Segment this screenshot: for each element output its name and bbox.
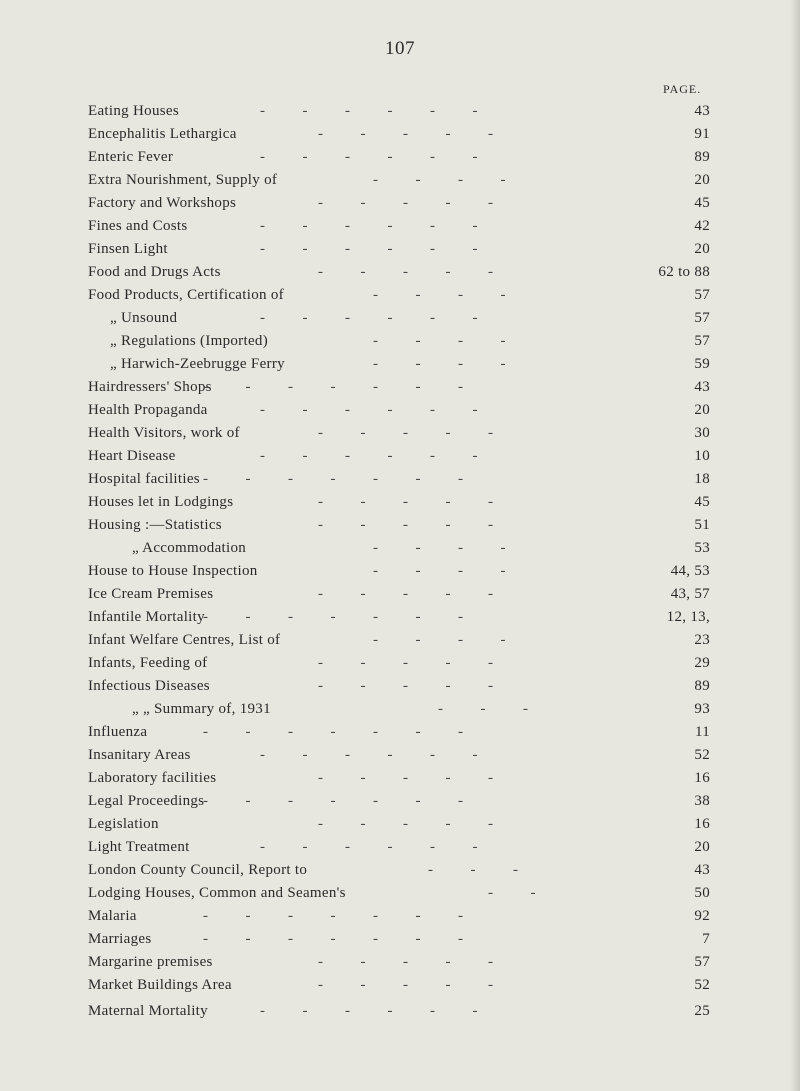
dot-leader: - - -	[438, 701, 528, 717]
index-entry-page: 16	[694, 770, 710, 786]
index-entry-page: 89	[694, 149, 710, 165]
index-entry	[88, 790, 728, 813]
index-entry-page: 89	[694, 678, 710, 694]
dot-leader: - - - - -	[318, 425, 493, 441]
index-entry-label: Finsen Light	[88, 241, 168, 257]
dot-leader: - - - - - -	[260, 310, 478, 326]
index-entry-label: Encephalitis Lethargica	[88, 126, 237, 142]
index-entry-label: Market Buildings Area	[88, 977, 232, 993]
index-entry-page: 59	[694, 356, 710, 372]
dot-leader: - - - - - - -	[203, 471, 463, 487]
dot-leader: - - - - - -	[260, 1003, 478, 1019]
index-entry-label: Lodging Houses, Common and Seamen's	[88, 885, 346, 901]
index-entry-label: Laboratory facilities	[88, 770, 217, 786]
index-entry	[88, 859, 728, 882]
index-entry	[88, 675, 728, 698]
index-entry-label: Food and Drugs Acts	[88, 264, 221, 280]
dot-leader: - - - -	[373, 632, 506, 648]
page-number: 107	[385, 38, 415, 59]
index-entry	[88, 905, 728, 928]
index-entry	[88, 307, 728, 330]
index-entry-label: Food Products, Certification of	[88, 287, 284, 303]
dot-leader: - - - - - -	[260, 241, 478, 257]
dot-leader: - - - - - - -	[203, 379, 463, 395]
dot-leader: - - - - - - -	[203, 931, 463, 947]
dot-leader: - - - - - -	[260, 103, 478, 119]
dot-leader: - - - - -	[318, 977, 493, 993]
index-entry-label: Legislation	[88, 816, 159, 832]
index-entry-label: Housing :—Statistics	[88, 517, 222, 533]
index-entry	[88, 698, 728, 721]
index-entry	[88, 629, 728, 652]
index-entry-label: Malaria	[88, 908, 137, 924]
index-entry	[88, 399, 728, 422]
index-entry	[88, 537, 728, 560]
index-entry-page: 45	[694, 195, 710, 211]
index-entry	[88, 583, 728, 606]
index-entry	[88, 928, 728, 951]
index-entry-label: Health Visitors, work of	[88, 425, 240, 441]
index-entry	[88, 353, 728, 376]
dot-leader: - - - - - - -	[203, 724, 463, 740]
index-entry-page: 38	[694, 793, 710, 809]
dot-leader: - - - -	[373, 356, 506, 372]
index-entry-label: Ice Cream Premises	[88, 586, 214, 602]
index-entry-page: 53	[694, 540, 710, 556]
index-entry-page: 57	[694, 287, 710, 303]
dot-leader: - - - - -	[318, 494, 493, 510]
index-entry-page: 91	[694, 126, 710, 142]
index-entry-page: 93	[694, 701, 710, 717]
dot-leader: - - -	[428, 862, 518, 878]
index-entry-page: 42	[694, 218, 710, 234]
index-entry-label: Influenza	[88, 724, 148, 740]
index-entry	[88, 560, 728, 583]
index-entry-page: 29	[694, 655, 710, 671]
index-entry-page: 43	[694, 862, 710, 878]
index-entry-page: 57	[694, 333, 710, 349]
index-entry	[88, 606, 728, 629]
index-entry-page: 50	[694, 885, 710, 901]
index-entry-page: 51	[694, 517, 710, 533]
index-entry-label: Hospital facilities	[88, 471, 200, 487]
dot-leader: - - - - -	[318, 816, 493, 832]
dot-leader: - -	[488, 885, 536, 901]
dot-leader: - - - - -	[318, 195, 493, 211]
index-entry-page: 10	[694, 448, 710, 464]
index-entry-page: 18	[694, 471, 710, 487]
index-entry-label: Marriages	[88, 931, 152, 947]
index-entry-page: 57	[694, 310, 710, 326]
index-entry	[88, 376, 728, 399]
dot-leader: - - - - -	[318, 586, 493, 602]
index-entry-page: 30	[694, 425, 710, 441]
index-entry	[88, 284, 728, 307]
dot-leader: - - - - - -	[260, 149, 478, 165]
index-entry	[88, 238, 728, 261]
index-entry-page: 43	[694, 103, 710, 119]
page-column-heading: PAGE.	[663, 82, 702, 96]
dot-leader: - - - - - - -	[203, 908, 463, 924]
index-entry	[88, 146, 728, 169]
index-entry-label: „ Harwich-Zeebrugge Ferry	[110, 356, 285, 372]
dot-leader: - - - -	[373, 563, 506, 579]
index-entry-label: Margarine premises	[88, 954, 213, 970]
index-entry-page: 20	[694, 241, 710, 257]
index-entry-page: 25	[694, 1003, 710, 1019]
index-entry-label: Eating Houses	[88, 103, 179, 119]
dot-leader: - - - - -	[318, 517, 493, 533]
index-entry-page: 7	[702, 931, 710, 947]
index-entry-label: Light Treatment	[88, 839, 190, 855]
index-entry-label: „ „ Summary of, 1931	[132, 701, 271, 717]
index-entry	[88, 744, 728, 767]
index-entry-label: Infantile Mortality	[88, 609, 205, 625]
dot-leader: - - - - - -	[260, 839, 478, 855]
page-edge-shadow	[790, 0, 800, 1091]
index-entry	[88, 1000, 728, 1023]
dot-leader: - - - - - -	[260, 747, 478, 763]
index-entry-page: 20	[694, 172, 710, 188]
index-entry-label: Maternal Mortality	[88, 1003, 208, 1019]
index-entry	[88, 261, 728, 284]
dot-leader: - - - -	[373, 172, 506, 188]
index-entry-page: 57	[694, 954, 710, 970]
dot-leader: - - - - - - -	[203, 609, 463, 625]
index-entry-page: 43	[694, 379, 710, 395]
index-entry-page: 45	[694, 494, 710, 510]
index-entry	[88, 215, 728, 238]
index-entry-page: 62 to 88	[658, 264, 710, 280]
index-entry-label: Enteric Fever	[88, 149, 174, 165]
index-entry	[88, 468, 728, 491]
index-list	[88, 100, 728, 1023]
index-entry-page: 44, 53	[670, 563, 710, 579]
index-entry-label: Infants, Feeding of	[88, 655, 208, 671]
index-entry	[88, 951, 728, 974]
index-entry	[88, 169, 728, 192]
index-entry	[88, 652, 728, 675]
index-entry-label: „ Unsound	[110, 310, 178, 326]
index-entry-page: 43, 57	[670, 586, 710, 602]
index-entry	[88, 836, 728, 859]
index-entry	[88, 100, 728, 123]
index-entry-label: Infectious Diseases	[88, 678, 210, 694]
index-entry-label: London County Council, Report to	[88, 862, 308, 878]
index-entry-page: 52	[694, 977, 710, 993]
index-entry	[88, 422, 728, 445]
index-entry	[88, 491, 728, 514]
index-entry	[88, 974, 728, 997]
dot-leader: - - - - - -	[260, 402, 478, 418]
dot-leader: - - - - - -	[260, 448, 478, 464]
index-entry-page: 20	[694, 839, 710, 855]
index-entry-page: 20	[694, 402, 710, 418]
index-entry-label: Heart Disease	[88, 448, 176, 464]
index-entry-label: Fines and Costs	[88, 218, 188, 234]
dot-leader: - - - - - -	[260, 218, 478, 234]
index-entry-label: Houses let in Lodgings	[88, 494, 234, 510]
dot-leader: - - - -	[373, 540, 506, 556]
dot-leader: - - - -	[373, 333, 506, 349]
index-entry-label: Extra Nourishment, Supply of	[88, 172, 278, 188]
dot-leader: - - - - -	[318, 770, 493, 786]
index-entry	[88, 882, 728, 905]
index-entry	[88, 514, 728, 537]
index-entry	[88, 813, 728, 836]
index-entry-page: 11	[694, 724, 710, 740]
index-entry	[88, 721, 728, 744]
dot-leader: - - - - -	[318, 655, 493, 671]
index-entry-page: 12, 13,	[666, 609, 710, 625]
index-entry-label: „ Accommodation	[132, 540, 247, 556]
index-entry	[88, 767, 728, 790]
dot-leader: - - - - - - -	[203, 793, 463, 809]
index-entry	[88, 192, 728, 215]
index-entry-label: Factory and Workshops	[88, 195, 237, 211]
dot-leader: - - - -	[373, 287, 506, 303]
index-entry-label: Health Propaganda	[88, 402, 208, 418]
index-entry-page: 52	[694, 747, 710, 763]
index-entry-page: 92	[694, 908, 710, 924]
index-entry-label: Insanitary Areas	[88, 747, 191, 763]
index-entry-page: 23	[694, 632, 710, 648]
dot-leader: - - - - -	[318, 264, 493, 280]
index-entry	[88, 445, 728, 468]
dot-leader: - - - - -	[318, 126, 493, 142]
index-entry-label: Hairdressers' Shops	[88, 379, 212, 395]
index-entry-label: Legal Proceedings	[88, 793, 205, 809]
dot-leader: - - - - -	[318, 678, 493, 694]
dot-leader: - - - - -	[318, 954, 493, 970]
index-entry	[88, 123, 728, 146]
index-entry-label: „ Regulations (Imported)	[110, 333, 268, 349]
index-entry-page: 16	[694, 816, 710, 832]
index-entry-label: House to House Inspection	[88, 563, 258, 579]
index-entry-label: Infant Welfare Centres, List of	[88, 632, 281, 648]
index-entry	[88, 330, 728, 353]
